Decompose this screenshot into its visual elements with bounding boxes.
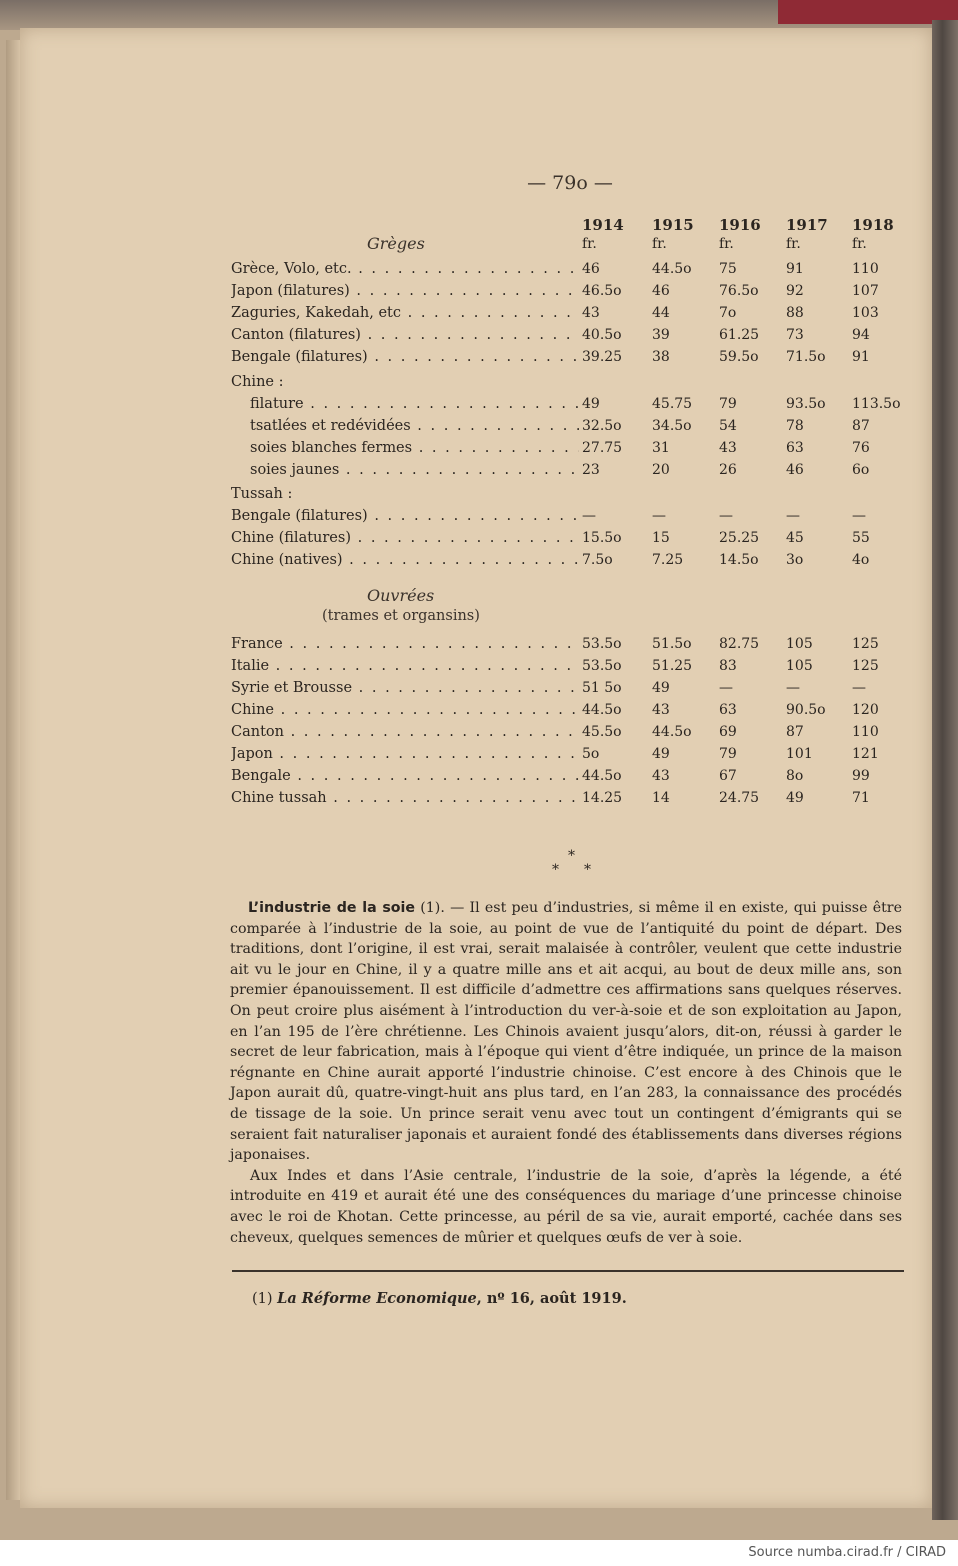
value-1914: 27.75 <box>582 440 623 456</box>
value-1918: 107 <box>852 283 879 299</box>
value-1914: 32.5o <box>582 418 622 434</box>
table-row <box>0 258 958 280</box>
value-1915: 46 <box>652 283 670 299</box>
page-number: — 79o — <box>527 172 613 194</box>
value-1915: 45.75 <box>652 396 693 412</box>
value-1917: 78 <box>786 418 804 434</box>
value-1918: 6o <box>852 462 870 478</box>
value-1917: 63 <box>786 440 804 456</box>
value-1914: 43 <box>582 305 600 321</box>
paragraph: Aux Indes et dans l’Asie centrale, l’industrie de la soie, d’après la légende, a été introduite en 419 et aurait été une des conséquences du mariage d’une princesse chinoise avec le roi de Khotan. Cette princesse, au péril de sa vie, aurait emporté, cachée dans ses cheveux, quelques semences de mûrier et quelques œufs de ver à soie. <box>230 1167 902 1246</box>
value-1918: 125 <box>852 636 879 652</box>
ouvrees-title: Ouvrées <box>367 586 435 605</box>
row-label: soies blanches fermes . . . <box>250 437 579 459</box>
row-label: filature . . . <box>250 393 579 415</box>
value-1916: 24.75 <box>719 790 760 806</box>
row-label: Syrie et Brousse . . . <box>231 677 579 699</box>
value-1917: — <box>786 680 800 696</box>
value-1916: 83 <box>719 658 737 674</box>
value-1914: 7.5o <box>582 552 613 568</box>
row-label: Japon . . . <box>231 743 579 765</box>
row-label: Chine (natives) . . . <box>231 549 579 571</box>
value-1916: 79 <box>719 396 737 412</box>
value-1916: 25.25 <box>719 530 760 546</box>
table-row <box>0 393 958 415</box>
value-1917: 91 <box>786 261 804 277</box>
value-1918: 110 <box>852 261 879 277</box>
value-1915: 44.5o <box>652 724 692 740</box>
value-1915: 44.5o <box>652 261 692 277</box>
table-row <box>0 346 958 368</box>
value-1917: 88 <box>786 305 804 321</box>
value-1914: 49 <box>582 396 600 412</box>
value-1915: 31 <box>652 440 670 456</box>
value-1917: 93.5o <box>786 396 826 412</box>
row-label: Italie . . . <box>231 655 579 677</box>
value-1918: — <box>852 508 866 524</box>
value-1914: 46.5o <box>582 283 622 299</box>
value-1915: 38 <box>652 349 670 365</box>
value-1915: 43 <box>652 702 670 718</box>
value-1917: 105 <box>786 658 813 674</box>
footnote-marker: (1) <box>252 1291 273 1307</box>
value-1918: 99 <box>852 768 870 784</box>
footnote-divider <box>232 1270 904 1272</box>
table-row <box>0 459 958 481</box>
value-1916: 67 <box>719 768 737 784</box>
value-1916: 59.5o <box>719 349 759 365</box>
value-1914: 23 <box>582 462 600 478</box>
row-label: Chine . . . <box>231 699 579 721</box>
value-1915: 44 <box>652 305 670 321</box>
footnote-reference: (1). <box>420 900 445 916</box>
year-1917: 1917 <box>786 216 828 234</box>
currency-1918: fr. <box>852 236 867 252</box>
row-label: Canton (filatures) . . . <box>231 324 579 346</box>
asterisk: * <box>552 862 559 878</box>
value-1918: 71 <box>852 790 870 806</box>
value-1916: 69 <box>719 724 737 740</box>
value-1914: 45.5o <box>582 724 622 740</box>
value-1915: 39 <box>652 327 670 343</box>
value-1917: 45 <box>786 530 804 546</box>
value-1917: 90.5o <box>786 702 826 718</box>
value-1918: 103 <box>852 305 879 321</box>
asterisk: * <box>584 862 591 878</box>
value-1915: 7.25 <box>652 552 684 568</box>
table-row <box>0 527 958 549</box>
value-1914: 51 5o <box>582 680 622 696</box>
value-1916: 82.75 <box>719 636 760 652</box>
value-1915: 43 <box>652 768 670 784</box>
value-1917: 73 <box>786 327 804 343</box>
value-1916: 26 <box>719 462 737 478</box>
greges-title: Grèges <box>367 234 425 253</box>
year-1918: 1918 <box>852 216 894 234</box>
value-1916: — <box>719 508 733 524</box>
value-1914: — <box>582 508 596 524</box>
value-1915: 51.25 <box>652 658 693 674</box>
footnote-source-title: La Réforme Economique <box>277 1290 477 1307</box>
value-1918: 110 <box>852 724 879 740</box>
value-1914: 46 <box>582 261 600 277</box>
currency-1915: fr. <box>652 236 667 252</box>
value-1915: 34.5o <box>652 418 692 434</box>
row-label: Chine (filatures) . . . <box>231 527 579 549</box>
chine-group-label: Chine : <box>231 374 284 390</box>
table-row <box>0 505 958 527</box>
value-1914: 39.25 <box>582 349 623 365</box>
value-1918: 55 <box>852 530 870 546</box>
value-1916: 75 <box>719 261 737 277</box>
group-heading-row <box>0 483 958 505</box>
value-1917: 87 <box>786 724 804 740</box>
row-label: Bengale . . . <box>231 765 579 787</box>
value-1917: 3o <box>786 552 804 568</box>
value-1918: — <box>852 680 866 696</box>
row-label: Bengale (filatures) . . . <box>231 505 579 527</box>
value-1914: 53.5o <box>582 658 622 674</box>
table-row <box>0 655 958 677</box>
value-1916: 61.25 <box>719 327 760 343</box>
value-1915: 49 <box>652 746 670 762</box>
row-label: Zaguries, Kakedah, etc . . . <box>231 302 579 324</box>
row-label: Canton . . . <box>231 721 579 743</box>
article-body <box>230 898 902 1248</box>
table-row <box>0 721 958 743</box>
value-1915: 15 <box>652 530 670 546</box>
footnote-source-details: , nº 16, août 1919. <box>476 1290 627 1307</box>
value-1918: 113.5o <box>852 396 901 412</box>
value-1918: 94 <box>852 327 870 343</box>
table-row <box>0 549 958 571</box>
paragraph-text: — Il est peu d’industries, si même il en existe, qui puisse être comparée à l’industrie de la soie, au point de vue de l’antiquité du point de départ. Des traditions, dont l’origine, il est vrai, serait malaisée à contrôler, veulent que cette industrie ait vu le jour en Chine, il y a quatre mille ans et ait acqui, au bout de deux mille ans, son premier épanouissement. Il est difficile d’admettre ces affirmations sans quelques réserves. On peut croire plus aisément à l’introduction du ver-à-soie et de son exploitation au Japon, en l’an 195 de l’ère chrétienne. Les Chinois avaient jusqu’alors, dit-on, réussi à garder le secret de leur fabrication, mais à l’époque qui vient d’être indiquée, un prince de la maison régnante en Chine aurait apporté l’industrie chinoise. C’est encore à des Chinois que le Japon aurait dû, quatre-vingt-huit ans plus tard, en l’an 283, la connaissance des procédés de tissage de la soie. Un prince serait venu avec tout un contingent d’émigrants qui se seraient fait naturaliser japonais et auraient fondé des établissements dans diverses régions japonaises. <box>230 900 902 1164</box>
value-1917: 8o <box>786 768 804 784</box>
value-1917: 105 <box>786 636 813 652</box>
value-1917: 49 <box>786 790 804 806</box>
table-row <box>0 677 958 699</box>
value-1916: 76.5o <box>719 283 759 299</box>
source-attribution: Source numba.cirad.fr / CIRAD <box>748 1545 946 1560</box>
value-1916: 54 <box>719 418 737 434</box>
table-row <box>0 765 958 787</box>
table-row <box>0 415 958 437</box>
value-1915: — <box>652 508 666 524</box>
currency-1916: fr. <box>719 236 734 252</box>
value-1915: 20 <box>652 462 670 478</box>
table-row <box>0 280 958 302</box>
value-1914: 5o <box>582 746 600 762</box>
row-label: Bengale (filatures) . . . <box>231 346 579 368</box>
footnote <box>252 1290 627 1307</box>
asterisk: * <box>568 848 575 864</box>
value-1917: 71.5o <box>786 349 826 365</box>
book-cover-red <box>778 0 958 24</box>
table-row <box>0 787 958 809</box>
tussah-group-label: Tussah : <box>231 486 293 502</box>
table-row <box>0 699 958 721</box>
table-row <box>0 633 958 655</box>
value-1915: 51.5o <box>652 636 692 652</box>
value-1914: 44.5o <box>582 768 622 784</box>
value-1916: — <box>719 680 733 696</box>
year-1914: 1914 <box>582 216 624 234</box>
value-1917: 46 <box>786 462 804 478</box>
group-heading-row <box>0 371 958 393</box>
year-1915: 1915 <box>652 216 694 234</box>
value-1917: 101 <box>786 746 813 762</box>
table-row <box>0 437 958 459</box>
value-1914: 53.5o <box>582 636 622 652</box>
value-1918: 91 <box>852 349 870 365</box>
row-label: Chine tussah . . . <box>231 787 579 809</box>
table-row <box>0 743 958 765</box>
value-1917: 92 <box>786 283 804 299</box>
value-1914: 14.25 <box>582 790 623 806</box>
value-1916: 79 <box>719 746 737 762</box>
row-label: France . . . <box>231 633 579 655</box>
row-label: Grèce, Volo, etc. . . . <box>231 258 579 280</box>
currency-1914: fr. <box>582 236 597 252</box>
article-heading: L’industrie de la soie <box>248 900 415 916</box>
value-1918: 76 <box>852 440 870 456</box>
row-label: soies jaunes . . . <box>250 459 579 481</box>
value-1915: 14 <box>652 790 670 806</box>
value-1915: 49 <box>652 680 670 696</box>
currency-1917: fr. <box>786 236 801 252</box>
section-separator <box>540 848 600 878</box>
year-1916: 1916 <box>719 216 761 234</box>
value-1916: 7o <box>719 305 737 321</box>
row-label: Japon (filatures) . . . <box>231 280 579 302</box>
value-1916: 14.5o <box>719 552 759 568</box>
value-1918: 121 <box>852 746 879 762</box>
value-1917: — <box>786 508 800 524</box>
value-1914: 15.5o <box>582 530 622 546</box>
table-row <box>0 302 958 324</box>
value-1918: 120 <box>852 702 879 718</box>
table-row <box>0 324 958 346</box>
value-1916: 63 <box>719 702 737 718</box>
paragraph <box>230 898 902 1166</box>
value-1914: 40.5o <box>582 327 622 343</box>
value-1916: 43 <box>719 440 737 456</box>
value-1918: 87 <box>852 418 870 434</box>
ouvrees-subtitle: (trames et organsins) <box>322 608 480 624</box>
value-1918: 125 <box>852 658 879 674</box>
value-1914: 44.5o <box>582 702 622 718</box>
row-label: tsatlées et redévidées . . . <box>250 415 579 437</box>
value-1918: 4o <box>852 552 870 568</box>
